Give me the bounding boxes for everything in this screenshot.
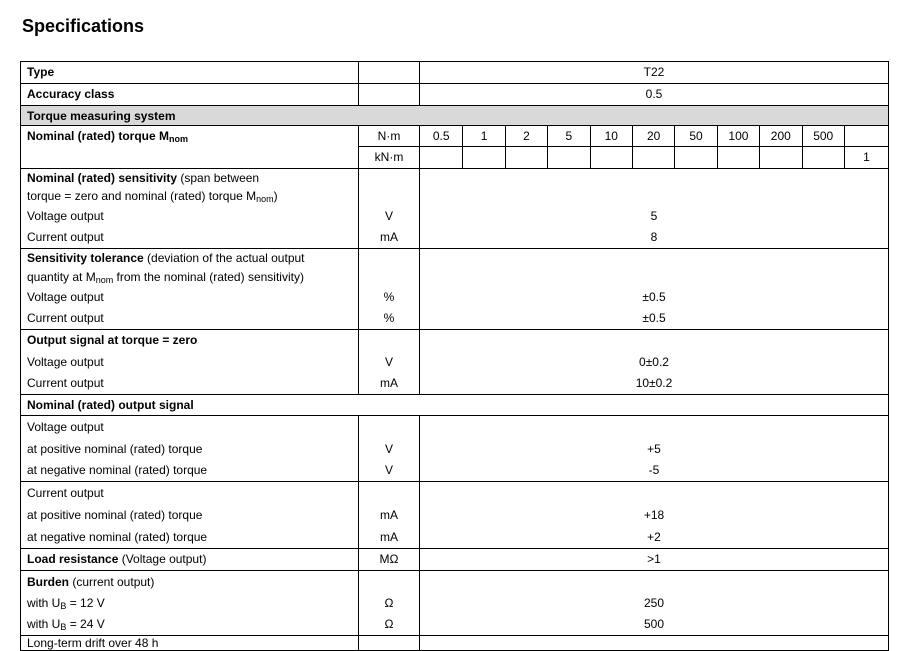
row-label: [21, 482, 358, 548]
unit-text: Ω: [384, 617, 394, 631]
row-label-text: Current output: [27, 230, 104, 244]
unit-column: [358, 249, 420, 329]
table-row: [21, 83, 888, 105]
row-label-text: Burden (current output): [27, 575, 155, 589]
unit-column: [358, 62, 420, 83]
table-row: [21, 125, 888, 168]
row-label-text: Output signal at torque = zero: [27, 333, 198, 347]
row-label-text: at negative nominal (rated) torque: [27, 463, 208, 477]
value-cell: 10±0.2: [635, 376, 673, 390]
value-cell: ±0.5: [642, 290, 666, 304]
table-row: [21, 62, 888, 83]
value-cell: 250: [643, 596, 665, 610]
value-cell: 5: [548, 126, 589, 147]
value-cell: -5: [648, 463, 660, 477]
unit-column: [358, 636, 420, 650]
unit-text: V: [384, 355, 393, 369]
torque-column: [674, 126, 716, 168]
value-cell: [675, 147, 716, 168]
unit-column: [358, 84, 420, 105]
row-label: [21, 62, 358, 83]
value-cell: [420, 187, 888, 205]
row-label-text: Load resistance (Voltage output): [27, 552, 207, 566]
section-label: Nominal (rated) output signal: [27, 397, 194, 412]
value-cell: 1: [863, 150, 870, 164]
value-column: [420, 169, 888, 248]
value-cell: +5: [647, 442, 661, 456]
unit-column: [358, 549, 420, 570]
unit-text: MΩ: [379, 552, 399, 566]
value-column: [420, 330, 888, 394]
unit-text: [359, 416, 419, 438]
unit-text: [359, 187, 419, 205]
row-label-text: with $U_B = 12$ V: [27, 596, 105, 611]
torque-column: [632, 126, 674, 168]
row-label-text: Voltage output: [27, 290, 104, 304]
value-cell: [633, 147, 674, 168]
unit-text: [359, 62, 419, 83]
value-cell: 200: [760, 126, 801, 147]
unit-text: [359, 169, 419, 187]
value-cell: 0±0.2: [639, 355, 669, 369]
row-label-text: at negative nominal (rated) torque: [27, 530, 208, 544]
row-label-text: Long-term drift over 48 h: [27, 636, 159, 650]
value-cell: 500: [643, 617, 665, 631]
value-column: [420, 482, 888, 548]
unit-text: [359, 84, 419, 105]
table-row: [21, 635, 888, 650]
row-label: [21, 416, 358, 481]
row-label-text: Current output: [27, 486, 104, 500]
value-cell: 50: [675, 126, 716, 147]
value-cell: [760, 147, 801, 168]
value-cell: [420, 571, 888, 593]
value-cell: 10: [591, 126, 632, 147]
unit-text: V: [384, 442, 393, 456]
value-cell: [803, 147, 844, 168]
row-label-text: Type: [27, 65, 55, 79]
value-column: [420, 62, 888, 83]
value-cell: 100: [718, 126, 759, 147]
value-cell: [420, 249, 888, 268]
value-cell: 500: [803, 126, 844, 147]
row-label: [21, 84, 358, 105]
table-row: [21, 168, 888, 248]
unit-text: mA: [380, 230, 398, 244]
unit-text: mA: [380, 530, 398, 544]
unit-text: %: [383, 290, 395, 304]
spec-table: [20, 61, 889, 651]
value-cell: 20: [633, 126, 674, 147]
unit-column: [358, 169, 420, 248]
torque-column: [420, 126, 462, 168]
row-label: [21, 169, 358, 248]
value-cell: +18: [643, 508, 665, 522]
row-label-text: at positive nominal (rated) torque: [27, 442, 203, 456]
value-cell: [420, 169, 888, 187]
row-label-text: Current output: [27, 376, 104, 390]
value-cell: T22: [643, 65, 665, 79]
value-column: [420, 84, 888, 105]
unit-column: [358, 482, 420, 548]
section-label: Torque measuring system: [27, 108, 176, 123]
unit-text: V: [384, 463, 393, 477]
value-column: [420, 416, 888, 481]
value-cell: [548, 147, 589, 168]
row-label: [21, 330, 358, 394]
row-label-text: Voltage output: [27, 209, 104, 223]
unit-text: [359, 636, 419, 650]
row-label: [21, 636, 358, 650]
value-cell: 0.5: [645, 87, 663, 101]
value-cell: 1: [463, 126, 504, 147]
torque-column: [844, 126, 888, 168]
row-label-text: with $U_B = 24$ V: [27, 617, 105, 632]
unit-text: V: [384, 209, 393, 223]
torque-column: [462, 126, 504, 168]
table-row: [21, 329, 888, 394]
unit-column: [358, 330, 420, 394]
row-label-text: torque = zero and nominal (rated) torque $M_{nom}$): [27, 189, 278, 204]
value-cell: 0.5: [420, 126, 462, 147]
unit-text: kN·m: [374, 150, 404, 164]
row-label: [21, 549, 358, 570]
row-label-text: Nominal (rated) torque $M_{nom}$: [27, 129, 189, 144]
value-cell: [591, 147, 632, 168]
unit-text: [359, 330, 419, 351]
row-label: [21, 571, 358, 635]
value-cell: [420, 147, 462, 168]
row-label-text: Current output: [27, 311, 104, 325]
unit-text: [359, 482, 419, 504]
value-cell: +2: [647, 530, 661, 544]
unit-text: N·m: [359, 126, 419, 147]
row-label: [21, 126, 358, 168]
unit-text: mA: [380, 508, 398, 522]
row-label-text: Accuracy class: [27, 87, 115, 101]
value-cell: [420, 268, 888, 287]
value-column: [420, 249, 888, 329]
unit-text: Ω: [384, 596, 394, 610]
torque-column: [802, 126, 844, 168]
value-cell: 8: [650, 230, 658, 244]
value-cell: [506, 147, 547, 168]
table-row: [21, 394, 888, 415]
value-cell: [463, 147, 504, 168]
value-cell: >1: [647, 552, 661, 566]
unit-text: %: [383, 311, 395, 325]
row-label-text: Voltage output: [27, 420, 104, 434]
table-row: [21, 548, 888, 570]
row-label-text: quantity at $M_{nom}$ from the nominal (rated) sensitivity): [27, 270, 304, 285]
torque-column: [590, 126, 632, 168]
unit-column: [358, 416, 420, 481]
table-row: [21, 481, 888, 548]
value-cell: [718, 147, 759, 168]
value-cell: [420, 482, 888, 504]
row-label-text: at positive nominal (rated) torque: [27, 508, 203, 522]
value-cell: 2: [506, 126, 547, 147]
value-cell: 5: [650, 209, 658, 223]
value-column: [420, 571, 888, 635]
unit-column: [358, 571, 420, 635]
row-label-text: Sensitivity tolerance (deviation of the actual output: [27, 251, 305, 265]
row-label: [21, 249, 358, 329]
torque-column: [547, 126, 589, 168]
torque-column: [717, 126, 759, 168]
table-row: [21, 570, 888, 635]
value-column: [420, 549, 888, 570]
row-label-text: Voltage output: [27, 355, 104, 369]
torque-column: [759, 126, 801, 168]
value-cell: ±0.5: [642, 311, 666, 325]
unit-text: [359, 268, 419, 287]
unit-text: [359, 571, 419, 593]
unit-cell: [358, 126, 420, 168]
value-cell: [845, 126, 888, 147]
value-cell: [420, 636, 888, 650]
value-cell: [420, 416, 888, 438]
unit-text: [359, 249, 419, 268]
row-label-text: Nominal (rated) sensitivity (span between: [27, 171, 260, 185]
value-cell: [420, 330, 888, 351]
torque-column: [505, 126, 547, 168]
table-row: [21, 415, 888, 481]
table-row: [21, 105, 888, 125]
torque-value-grid: [420, 126, 888, 168]
unit-text: mA: [380, 376, 398, 390]
page-title: Specifications: [22, 16, 145, 36]
table-row: [21, 248, 888, 329]
value-column: [420, 636, 888, 650]
